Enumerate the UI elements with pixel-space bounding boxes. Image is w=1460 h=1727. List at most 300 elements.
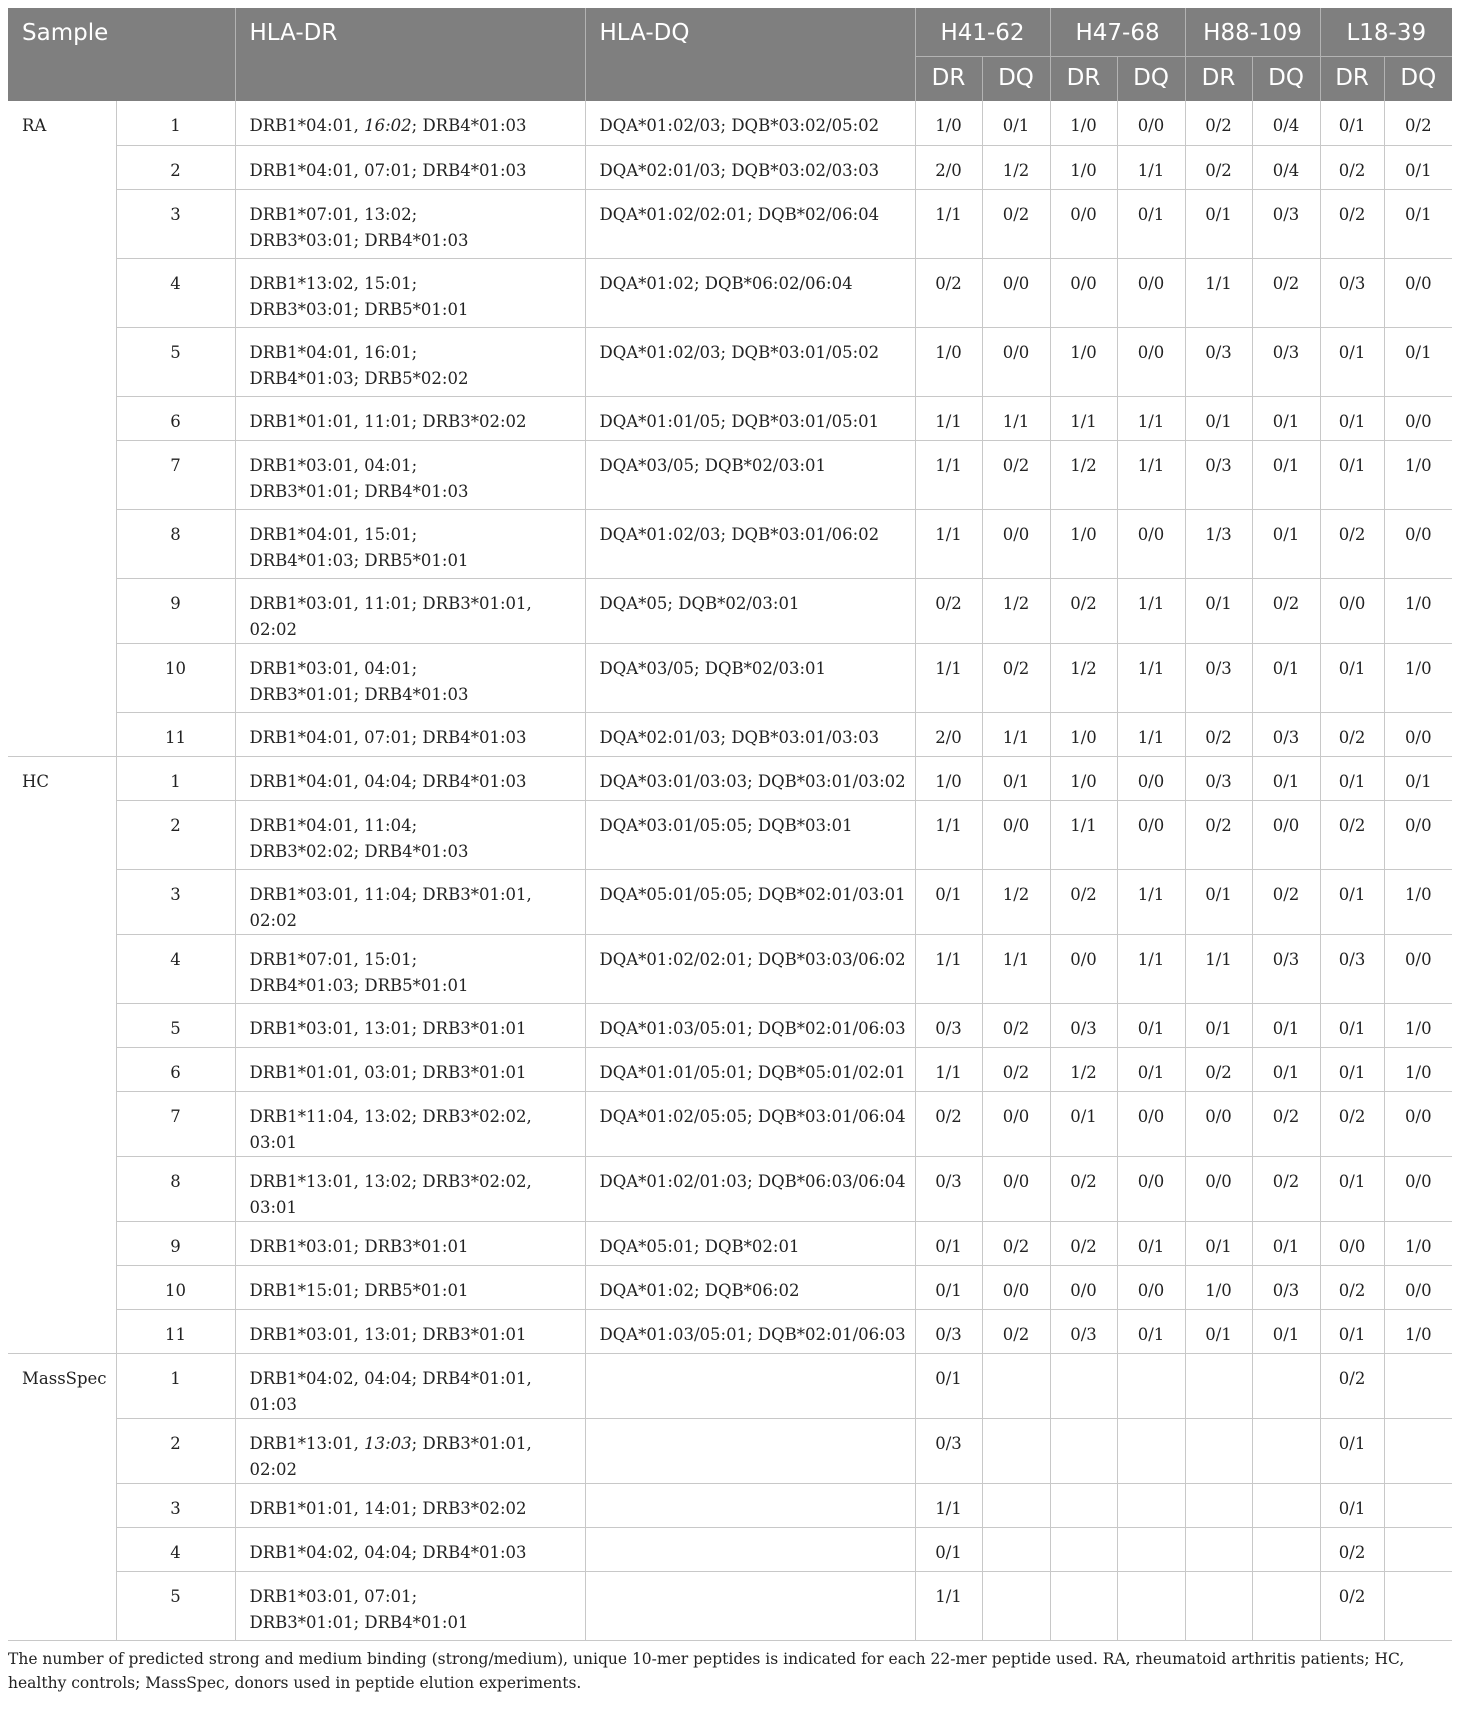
hla-dr-alleles [235,1527,585,1571]
binding-count-cell: 0/1 [982,101,1050,145]
binding-count-cell: 0/1 [1320,756,1384,800]
binding-count-cell: 0/1 [1185,1003,1252,1047]
hla-dq-alleles: DQA*01:03/05:01; DQB*02:01/06:03 [585,1003,915,1047]
binding-count-cell: 1/1 [915,1047,982,1091]
header-peptide-h41-62: H41-62 [915,8,1050,56]
hla-dr-alleles [235,643,585,712]
hla-dr-alleles [235,1156,585,1221]
hla-dr-text: ; DRB4*01:03 [411,116,527,135]
binding-count-cell: 1/1 [915,189,982,258]
hla-dr-text: DRB1*15:01; DRB5*01:01 [249,1280,469,1300]
hla-dr-alleles [235,1265,585,1309]
hla-dq-alleles: DQA*01:02/03; DQB*03:02/05:02 [585,101,915,145]
binding-count-cell: 0/2 [1050,1156,1117,1221]
hla-dr-text: 16:02 [364,116,412,135]
hla-dr-text: DRB3*01:01; DRB4*01:03 [249,481,469,501]
hla-dr-alleles [235,934,585,1003]
hla-dr-alleles [235,869,585,934]
binding-count-cell: 0/2 [982,1003,1050,1047]
table-row [8,101,1452,145]
binding-count-cell: 0/1 [1252,440,1320,509]
binding-count-cell: 1/0 [1050,509,1117,578]
binding-count-cell: 0/0 [1185,1091,1252,1156]
binding-count-cell [1117,1353,1185,1418]
binding-count-cell: 0/1 [1320,327,1384,396]
hla-dq-alleles: DQA*05:01; DQB*02:01 [585,1221,915,1265]
binding-count-cell: 0/2 [1050,869,1117,934]
binding-count-cell: 0/2 [1320,712,1384,756]
binding-count-cell: 0/1 [1320,396,1384,440]
binding-count-cell: 0/1 [1185,1221,1252,1265]
binding-count-cell: 0/1 [1320,101,1384,145]
hla-dr-text: DRB1*04:01, [249,116,365,135]
binding-count-cell: 0/2 [915,258,982,327]
hla-dr-alleles [235,440,585,509]
binding-count-cell: 1/1 [982,934,1050,1003]
binding-count-cell: 0/1 [1185,189,1252,258]
hla-dr-text: ; DRB3*01:01, 02:02 [249,1433,532,1479]
header-sample: Sample [8,8,235,56]
binding-count-cell: 0/0 [1384,396,1452,440]
sample-number: 7 [116,440,235,509]
table-row [8,578,1452,643]
binding-count-cell [982,1527,1050,1571]
hla-dq-alleles [585,1483,915,1527]
hla-dr-alleles [235,1418,585,1483]
sample-number: 6 [116,1047,235,1091]
binding-count-cell: 1/1 [915,1483,982,1527]
hla-dr-text: DRB1*13:02, 15:01; [249,273,418,293]
binding-count-cell: 0/1 [1117,1003,1185,1047]
binding-count-cell: 0/3 [1252,934,1320,1003]
binding-count-cell: 0/1 [1384,756,1452,800]
binding-count-cell: 1/0 [1384,440,1452,509]
binding-count-cell: 0/1 [1384,189,1452,258]
hla-dr-text: DRB1*03:01, 13:01; DRB3*01:01 [249,1324,527,1344]
hla-dq-alleles: DQA*01:03/05:01; DQB*02:01/06:03 [585,1309,915,1353]
hla-dq-alleles: DQA*01:02/02:01; DQB*03:03/06:02 [585,934,915,1003]
hla-dr-text: DRB1*07:01, 15:01; [249,949,418,969]
sample-number: 10 [116,643,235,712]
binding-count-cell [1050,1418,1117,1483]
binding-count-cell: 0/1 [1320,1483,1384,1527]
binding-count-cell: 0/1 [915,1221,982,1265]
hla-dr-text: DRB3*02:02; DRB4*01:03 [249,841,469,861]
binding-count-cell: 0/0 [982,327,1050,396]
binding-count-cell: 2/0 [915,145,982,189]
hla-dr-alleles [235,578,585,643]
table-row [8,1527,1452,1571]
binding-count-cell [1185,1571,1252,1640]
sample-number: 9 [116,578,235,643]
binding-count-cell: 0/4 [1252,101,1320,145]
table-row [8,258,1452,327]
binding-count-cell [1384,1527,1452,1571]
binding-count-cell: 0/2 [1320,189,1384,258]
binding-count-cell: 0/1 [1252,1309,1320,1353]
binding-count-cell: 0/1 [1320,1309,1384,1353]
binding-count-cell [1050,1353,1117,1418]
binding-count-cell: 1/0 [1384,578,1452,643]
binding-count-cell: 1/2 [1050,643,1117,712]
binding-count-cell: 0/0 [1117,756,1185,800]
binding-count-cell: 0/1 [1252,756,1320,800]
table-row [8,1091,1452,1156]
sample-number: 1 [116,756,235,800]
binding-count-cell: 0/0 [1384,712,1452,756]
header-dr: DR [1050,56,1117,101]
hla-dr-alleles [235,1309,585,1353]
hla-dr-alleles [235,712,585,756]
binding-count-cell: 0/0 [1384,509,1452,578]
binding-count-cell: 0/1 [915,1265,982,1309]
binding-count-cell: 0/1 [1320,643,1384,712]
binding-count-cell: 0/0 [982,258,1050,327]
table-row [8,869,1452,934]
hla-dq-alleles: DQA*03/05; DQB*02/03:01 [585,643,915,712]
binding-count-cell: 0/2 [1185,145,1252,189]
hla-dr-text: DRB3*03:01; DRB5*01:01 [249,299,469,319]
binding-count-cell: 0/0 [1117,1265,1185,1309]
hla-dr-text: DRB1*03:01, 04:01; [249,658,418,678]
binding-count-cell: 1/1 [1185,258,1252,327]
binding-count-cell [1384,1483,1452,1527]
sample-number: 9 [116,1221,235,1265]
binding-count-cell [1384,1418,1452,1483]
binding-count-cell: 0/2 [1185,800,1252,869]
sample-number: 2 [116,145,235,189]
binding-count-cell: 1/2 [982,145,1050,189]
binding-count-cell: 0/2 [1320,1265,1384,1309]
binding-count-cell: 1/1 [982,396,1050,440]
binding-count-cell: 0/0 [1384,258,1452,327]
binding-count-cell: 0/0 [1252,800,1320,869]
table-row [8,712,1452,756]
binding-count-cell: 1/0 [1050,327,1117,396]
binding-count-cell: 0/3 [1050,1309,1117,1353]
header-dr: DR [915,56,982,101]
table-row [8,1309,1452,1353]
header-empty [585,56,915,101]
sample-number: 8 [116,1156,235,1221]
table-row [8,1003,1452,1047]
binding-count-cell: 0/1 [1252,396,1320,440]
binding-count-cell: 0/0 [982,509,1050,578]
hla-dr-text: DRB3*01:01; DRB4*01:01 [249,1612,469,1632]
hla-dr-alleles [235,258,585,327]
binding-count-cell [1185,1527,1252,1571]
hla-dr-alleles [235,145,585,189]
hla-dq-alleles: DQA*02:01/03; DQB*03:02/03:03 [585,145,915,189]
hla-dr-text: DRB1*03:01, 07:01; [249,1586,418,1606]
hla-dq-alleles: DQA*01:02/01:03; DQB*06:03/06:04 [585,1156,915,1221]
hla-dq-alleles [585,1571,915,1640]
table-row [8,800,1452,869]
binding-count-cell: 0/1 [1050,1091,1117,1156]
hla-dq-alleles: DQA*01:02; DQB*06:02/06:04 [585,258,915,327]
binding-count-cell: 1/0 [1384,1047,1452,1091]
binding-count-cell: 0/1 [1320,1047,1384,1091]
binding-count-cell: 0/0 [1117,327,1185,396]
table-row [8,1483,1452,1527]
hla-dr-text: DRB1*03:01, 11:01; DRB3*01:01, 02:02 [249,593,532,639]
binding-count-cell: 0/2 [982,643,1050,712]
binding-count-cell: 1/1 [915,396,982,440]
hla-dq-alleles: DQA*05:01/05:05; DQB*02:01/03:01 [585,869,915,934]
table-row [8,509,1452,578]
binding-count-cell: 0/1 [1185,396,1252,440]
binding-count-cell: 1/1 [1050,396,1117,440]
hla-dr-alleles [235,1353,585,1418]
hla-dq-alleles [585,1353,915,1418]
binding-count-cell: 0/3 [1252,327,1320,396]
binding-count-cell: 1/1 [1185,934,1252,1003]
binding-count-cell: 0/1 [915,1353,982,1418]
hla-dr-text: DRB3*01:01; DRB4*01:03 [249,684,469,704]
binding-count-cell: 0/0 [1320,1221,1384,1265]
hla-dr-text: DRB1*04:02, 04:04; DRB4*01:01, 01:03 [249,1368,532,1414]
hla-dr-text: DRB1*03:01; DRB3*01:01 [249,1236,469,1256]
group-label: MassSpec [8,1353,116,1640]
binding-count-cell: 1/2 [1050,440,1117,509]
table-row [8,189,1452,258]
binding-count-cell: 1/0 [1050,145,1117,189]
binding-count-cell [1050,1571,1117,1640]
binding-count-cell: 0/1 [1185,578,1252,643]
binding-count-cell: 0/0 [1384,934,1452,1003]
binding-count-cell: 0/2 [1320,1571,1384,1640]
table-row [8,1156,1452,1221]
sample-number: 10 [116,1265,235,1309]
sample-number: 3 [116,1483,235,1527]
sample-number: 11 [116,1309,235,1353]
binding-count-cell: 0/1 [1185,869,1252,934]
binding-count-cell: 1/1 [1117,440,1185,509]
binding-count-cell: 0/1 [1252,1003,1320,1047]
sample-number: 4 [116,934,235,1003]
header-peptide-h88-109: H88-109 [1185,8,1320,56]
binding-count-cell [1384,1571,1452,1640]
hla-dr-text: DRB4*01:03; DRB5*01:01 [249,975,469,995]
binding-count-cell: 0/0 [1320,578,1384,643]
binding-count-cell: 0/3 [1185,327,1252,396]
binding-count-cell: 0/3 [1050,1003,1117,1047]
hla-dr-text: DRB1*13:01, [249,1433,365,1453]
hla-dq-alleles: DQA*01:01/05:01; DQB*05:01/02:01 [585,1047,915,1091]
sample-number: 8 [116,509,235,578]
hla-dr-alleles [235,1483,585,1527]
table-row [8,1353,1452,1418]
binding-count-cell: 0/2 [1185,1047,1252,1091]
sample-number: 4 [116,258,235,327]
binding-count-cell: 1/1 [982,712,1050,756]
hla-dr-alleles [235,327,585,396]
binding-count-cell [1117,1418,1185,1483]
binding-count-cell: 0/1 [982,756,1050,800]
hla-dq-alleles: DQA*03/05; DQB*02/03:01 [585,440,915,509]
binding-count-cell: 0/3 [1185,756,1252,800]
hla-dr-alleles [235,1003,585,1047]
hla-dq-alleles: DQA*01:02/02:01; DQB*02/06:04 [585,189,915,258]
binding-count-cell: 1/1 [1117,578,1185,643]
hla-dr-alleles [235,756,585,800]
binding-count-cell [1117,1571,1185,1640]
binding-count-cell: 0/3 [1320,934,1384,1003]
table-header [8,8,1452,101]
hla-binding-table [8,8,1452,1641]
binding-count-cell: 0/1 [1320,1156,1384,1221]
hla-dq-alleles: DQA*02:01/03; DQB*03:01/03:03 [585,712,915,756]
hla-dr-text: DRB1*04:02, 04:04; DRB4*01:03 [249,1542,527,1562]
binding-count-cell [982,1418,1050,1483]
hla-dr-text: DRB1*01:01, 11:01; DRB3*02:02 [249,411,527,431]
binding-count-cell: 1/1 [915,440,982,509]
binding-count-cell: 0/3 [915,1003,982,1047]
binding-count-cell: 0/0 [1050,1265,1117,1309]
table-row [8,1418,1452,1483]
hla-dr-alleles [235,800,585,869]
binding-count-cell: 0/1 [1320,1418,1384,1483]
binding-count-cell: 0/3 [1252,1265,1320,1309]
binding-count-cell [1050,1527,1117,1571]
binding-count-cell [982,1483,1050,1527]
binding-count-cell: 0/2 [1320,800,1384,869]
table-footnote: The number of predicted strong and medium binding (strong/medium), unique 10-mer peptides is indicated for each 22-mer peptide used. RA, rheumatoid arthritis patients; HC, healthy controls; MassSpec, donors used in peptide elution experiments. [8,1649,1405,1692]
binding-count-cell: 1/1 [915,800,982,869]
binding-count-cell: 0/0 [1050,934,1117,1003]
binding-count-cell: 1/2 [982,869,1050,934]
table-row [8,1571,1452,1640]
hla-dr-text: DRB4*01:03; DRB5*01:01 [249,550,469,570]
header-dr: DR [1185,56,1252,101]
binding-count-cell: 0/3 [1252,712,1320,756]
binding-count-cell: 0/1 [1252,1047,1320,1091]
header-peptide-h47-68: H47-68 [1050,8,1185,56]
group-label: RA [8,101,116,756]
binding-count-cell: 1/0 [1185,1265,1252,1309]
hla-dq-alleles [585,1527,915,1571]
binding-count-cell: 0/2 [1252,578,1320,643]
binding-count-cell: 1/2 [982,578,1050,643]
binding-count-cell: 0/4 [1252,145,1320,189]
binding-count-cell: 1/1 [915,934,982,1003]
binding-count-cell: 1/0 [1050,756,1117,800]
group-label: HC [8,756,116,1353]
binding-count-cell: 0/1 [1185,1309,1252,1353]
binding-count-cell: 0/2 [1320,145,1384,189]
binding-count-cell: 1/0 [1050,101,1117,145]
binding-count-cell: 0/0 [982,1091,1050,1156]
binding-count-cell: 0/0 [1117,1156,1185,1221]
hla-dr-text: DRB4*01:03; DRB5*02:02 [249,368,469,388]
binding-count-cell: 0/1 [1117,189,1185,258]
sample-number: 5 [116,327,235,396]
table-row [8,396,1452,440]
hla-dq-alleles: DQA*01:02/03; DQB*03:01/06:02 [585,509,915,578]
binding-count-cell: 0/1 [1320,440,1384,509]
header-dq: DQ [1117,56,1185,101]
binding-count-cell: 0/2 [1050,1221,1117,1265]
binding-count-cell: 1/1 [1050,800,1117,869]
binding-count-cell [1050,1483,1117,1527]
binding-count-cell [1185,1483,1252,1527]
binding-count-cell: 0/2 [1320,1353,1384,1418]
binding-count-cell [1185,1418,1252,1483]
binding-count-cell: 0/0 [1117,101,1185,145]
binding-count-cell: 0/1 [1252,509,1320,578]
sample-number: 4 [116,1527,235,1571]
table-row [8,1265,1452,1309]
table-row [8,934,1452,1003]
hla-dr-text: DRB3*03:01; DRB4*01:03 [249,230,469,250]
binding-count-cell: 0/3 [1320,258,1384,327]
binding-count-cell: 1/1 [915,1571,982,1640]
sample-number: 2 [116,1418,235,1483]
binding-count-cell: 0/2 [982,440,1050,509]
binding-count-cell [1252,1483,1320,1527]
binding-count-cell: 0/2 [1185,712,1252,756]
binding-count-cell: 0/3 [1252,189,1320,258]
hla-dr-text: DRB1*01:01, 14:01; DRB3*02:02 [249,1498,527,1518]
binding-count-cell [982,1571,1050,1640]
hla-dq-alleles: DQA*03:01/03:03; DQB*03:01/03:02 [585,756,915,800]
binding-count-cell [1185,1353,1252,1418]
hla-dr-text: DRB1*04:01, 07:01; DRB4*01:03 [249,160,527,180]
binding-count-cell: 0/2 [982,1221,1050,1265]
table-row [8,1221,1452,1265]
sample-number: 7 [116,1091,235,1156]
binding-count-cell: 1/0 [1384,869,1452,934]
binding-count-cell: 1/0 [915,756,982,800]
binding-count-cell: 0/0 [982,1265,1050,1309]
sample-number: 1 [116,101,235,145]
table-row [8,643,1452,712]
binding-count-cell: 0/0 [982,1156,1050,1221]
header-empty [8,56,235,101]
binding-count-cell: 0/2 [1320,509,1384,578]
binding-count-cell: 0/1 [915,869,982,934]
binding-count-cell: 0/2 [915,1091,982,1156]
hla-dr-text: DRB1*04:01, 07:01; DRB4*01:03 [249,727,527,747]
hla-dq-alleles: DQA*01:02; DQB*06:02 [585,1265,915,1309]
binding-count-cell: 1/1 [1117,934,1185,1003]
hla-dr-alleles [235,1221,585,1265]
binding-count-cell: 0/0 [1384,1091,1452,1156]
binding-count-cell [1252,1418,1320,1483]
binding-count-cell: 0/2 [1384,101,1452,145]
binding-count-cell: 1/0 [1384,1221,1452,1265]
sample-number: 6 [116,396,235,440]
hla-dr-text: DRB1*04:01, 16:01; [249,342,418,362]
binding-count-cell: 0/2 [1252,258,1320,327]
header-hla-dq: HLA-DQ [585,8,915,56]
hla-dr-alleles [235,1091,585,1156]
hla-dq-alleles [585,1418,915,1483]
binding-count-cell: 0/3 [1185,440,1252,509]
binding-count-cell: 1/0 [1050,712,1117,756]
table-row [8,145,1452,189]
hla-dr-text: DRB1*01:01, 03:01; DRB3*01:01 [249,1062,527,1082]
binding-count-cell: 0/1 [1117,1309,1185,1353]
hla-dr-alleles [235,1047,585,1091]
table-row [8,756,1452,800]
binding-count-cell: 1/1 [915,643,982,712]
hla-dq-alleles: DQA*03:01/05:05; DQB*03:01 [585,800,915,869]
binding-count-cell: 0/2 [1252,1091,1320,1156]
binding-count-cell: 0/3 [1185,643,1252,712]
hla-dr-alleles [235,1571,585,1640]
binding-count-cell: 1/0 [915,327,982,396]
